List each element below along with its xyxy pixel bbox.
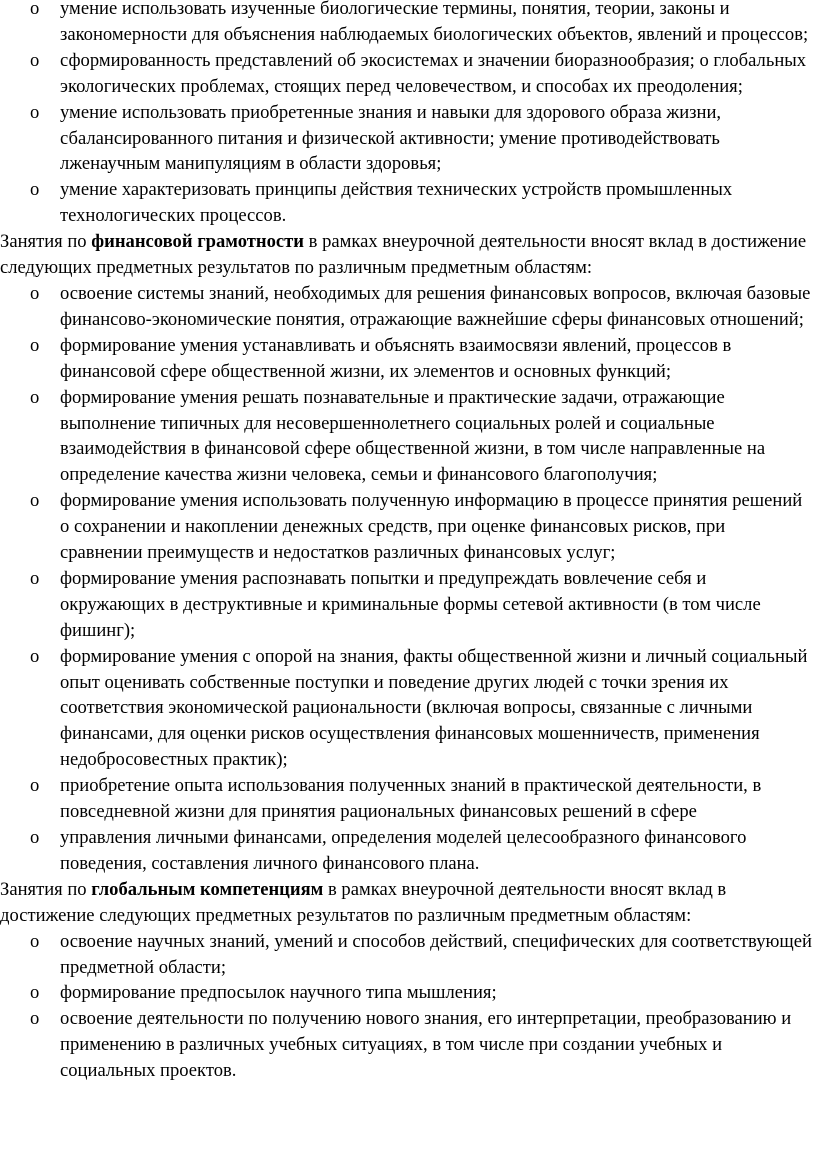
bullet-icon: o xyxy=(30,282,40,304)
biology-results-list xyxy=(0,0,816,229)
list-item-text: умение характеризовать принципы действия технических устройств промышленных технологических процессов. xyxy=(60,179,733,227)
bullet-icon: o xyxy=(30,179,40,201)
bullet-icon: o xyxy=(30,490,40,512)
bullet-icon: o xyxy=(30,567,40,589)
global-competencies-list xyxy=(0,929,816,1084)
bullet-icon: o xyxy=(30,775,40,797)
bullet-icon: o xyxy=(30,334,40,356)
paragraph-text: в рамках внеурочной деятельности вносят вклад в достижение следующих предметных результатов по различным предметным областям: xyxy=(0,231,807,279)
list-item xyxy=(0,0,816,48)
list-item-text: освоение системы знаний, необходимых для решения финансовых вопросов, включая базовые финансово-экономические понятия, отражающие важнейшие сферы финансовых отношений; xyxy=(60,282,811,330)
bullet-icon: o xyxy=(30,645,40,667)
bullet-icon: o xyxy=(30,930,40,952)
list-item-text: формирование умения устанавливать и объяснять взаимосвязи явлений, процессов в финансовой сфере общественной жизни, их элементов и основных функций; xyxy=(60,334,732,382)
list-item xyxy=(0,177,816,229)
global-competencies-paragraph xyxy=(0,877,816,929)
paragraph-text: Занятия по xyxy=(0,231,92,253)
list-item-text: приобретение опыта использования полученных знаний в практической деятельности, в повседневной жизни для принятия рациональных финансовых решений в сфере xyxy=(60,775,762,823)
paragraph-text: Занятия по xyxy=(0,878,92,900)
list-item-text: формирование умения распознавать попытки и предупреждать вовлечение себя и окружающих в деструктивные и криминальные формы сетевой активности (в том числе фишинг); xyxy=(60,567,761,641)
list-item-text: умение использовать изученные биологические термины, понятия, теории, законы и закономерности для объяснения наблюдаемых биологических объектов, явлений и процессов; xyxy=(60,0,809,45)
bullet-icon: o xyxy=(30,101,40,123)
bullet-icon: o xyxy=(30,49,40,71)
list-item-text: формирование предпосылок научного типа мышления; xyxy=(60,982,497,1004)
list-item xyxy=(0,1006,816,1084)
paragraph-text: в рамках внеурочной деятельности вносят вклад в достижение следующих предметных результатов по различным предметным областям: xyxy=(0,878,727,926)
list-item xyxy=(0,566,816,644)
list-item-text: формирование умения использовать полученную информацию в процессе принятия решений о сохранении и накоплении денежных средств, при оценке финансовых рисков, при сравнении преимуществ и недостатков различных финансовых услуг; xyxy=(60,490,803,564)
list-item xyxy=(0,773,816,825)
list-item xyxy=(0,929,816,981)
list-item xyxy=(0,825,816,877)
list-item-text: освоение деятельности по получению нового знания, его интерпретации, преобразованию и применению в различных учебных ситуациях, в том числе при создании учебных и социальных проектов. xyxy=(60,1008,792,1082)
bullet-icon: o xyxy=(30,827,40,848)
bullet-icon: o xyxy=(30,0,40,19)
paragraph-bold-term: финансовой грамотности xyxy=(91,231,305,253)
list-item xyxy=(0,644,816,774)
list-item-text: сформированность представлений об экосистемах и значении биоразнообразия; о глобальных экологических проблемах, стоящих перед человечеством, и способах их преодоления; xyxy=(60,49,807,97)
list-item xyxy=(0,385,816,489)
list-item-text: формирование умения решать познавательные и практические задачи, отражающие выполнение типичных для несовершеннолетнего социальных ролей и социальные взаимодействия в финансовой сфере общественной жизни, в том числе направленные на определение качества жизни человека, семьи и финансового благополучия; xyxy=(60,386,766,486)
list-item xyxy=(0,980,816,1006)
list-item-text: умение использовать приобретенные знания и навыки для здорового образа жизни, сбалансированного питания и физической активности; умение противодействовать лженаучным манипуляциям в области здоровья; xyxy=(60,101,722,175)
list-item xyxy=(0,100,816,178)
list-item-text: освоение научных знаний, умений и способов действий, специфических для соответствующей предметной области; xyxy=(60,930,812,978)
bullet-icon: o xyxy=(30,386,40,408)
financial-results-list xyxy=(0,281,816,877)
list-item xyxy=(0,488,816,566)
list-item-text: управления личными финансами, определения моделей целесообразного финансового поведения, составления личного финансового плана. xyxy=(60,827,747,874)
list-item-text: формирование умения с опорой на знания, факты общественной жизни и личный социальный опыт оценивать собственные поступки и поведение других людей с точки зрения их соответствия экономической рациональности (включая вопросы, связанные с личными финансами, для оценки рисков осуществления финансовых мошенничеств, применения недобросовестных практик); xyxy=(60,645,808,771)
paragraph-bold-term: глобальным компетенциям xyxy=(91,878,324,900)
list-item xyxy=(0,333,816,385)
financial-literacy-paragraph xyxy=(0,229,816,281)
bullet-icon: o xyxy=(30,982,40,1004)
bullet-icon: o xyxy=(30,1008,40,1030)
list-item xyxy=(0,48,816,100)
list-item xyxy=(0,281,816,333)
